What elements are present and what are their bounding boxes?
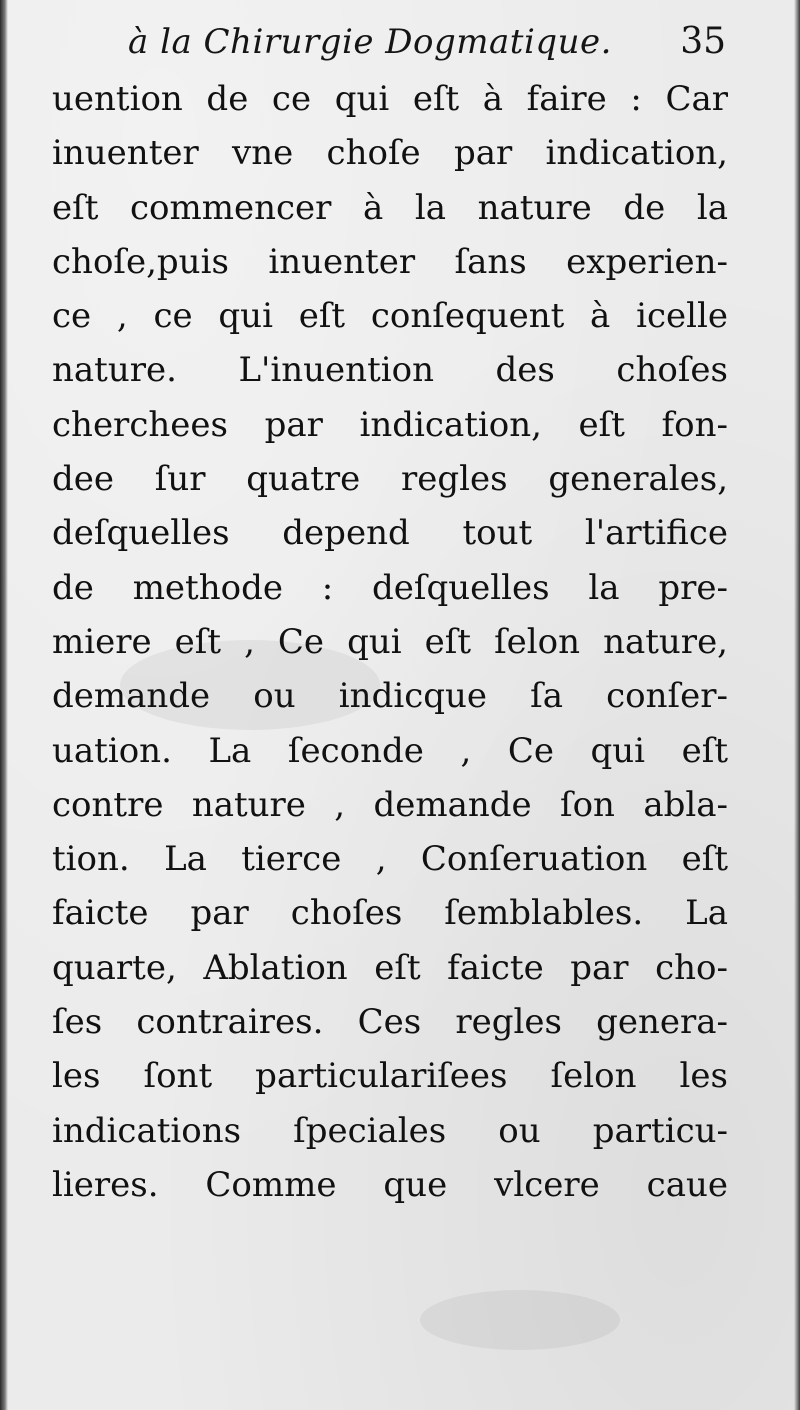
text-line: lieres. Comme que vlcere caue (52, 1164, 728, 1205)
text-line: choſe,puis inuenter ſans experien- (52, 241, 728, 282)
text-line: uention de ce qui eſt à faire : Car (52, 79, 728, 119)
paper-stain (420, 1290, 620, 1350)
text-line: dee ſur quatre regles generales, (52, 459, 728, 500)
text-line: miere eſt , Ce qui eſt ſelon nature, (52, 621, 728, 662)
text-line: de methode : deſquelles la pre- (52, 567, 728, 608)
text-line: ſes contraires. Ces regles genera- (52, 1002, 728, 1043)
text-line: cherchees par indication, eſt fon- (52, 404, 728, 445)
text-line: ce , ce qui eſt conſequent à icelle (52, 296, 728, 337)
text-line: faicte par choſes ſemblables. La (52, 893, 728, 934)
text-line: les ſont particulariſees ſelon les (52, 1056, 728, 1097)
running-header (128, 16, 726, 68)
text-line: quarte, Ablation eſt faicte par cho- (52, 947, 728, 988)
text-line: eſt commencer à la nature de la (52, 187, 728, 228)
text-line: uation. La ſeconde , Ce qui eſt (52, 730, 728, 771)
text-line: deſquelles depend tout l'artifice (52, 513, 728, 554)
body-text (52, 72, 728, 1212)
page-right-edge-shadow (794, 0, 800, 1410)
text-line: contre nature , demande ſon abla- (52, 784, 728, 825)
text-line: indications ſpeciales ou particu- (52, 1110, 728, 1151)
running-title: à la Chirurgie Dogmatique. (128, 22, 612, 62)
text-line: tion. La tierce , Conſeruation eſt (52, 839, 728, 880)
text-line: nature. L'inuention des choſes (52, 350, 728, 391)
text-line: demande ou indicque ſa conſer- (52, 676, 728, 717)
page-number: 35 (680, 21, 726, 62)
page-left-edge-shadow (0, 0, 8, 1410)
text-line: inuenter vne choſe par indication, (52, 133, 728, 174)
